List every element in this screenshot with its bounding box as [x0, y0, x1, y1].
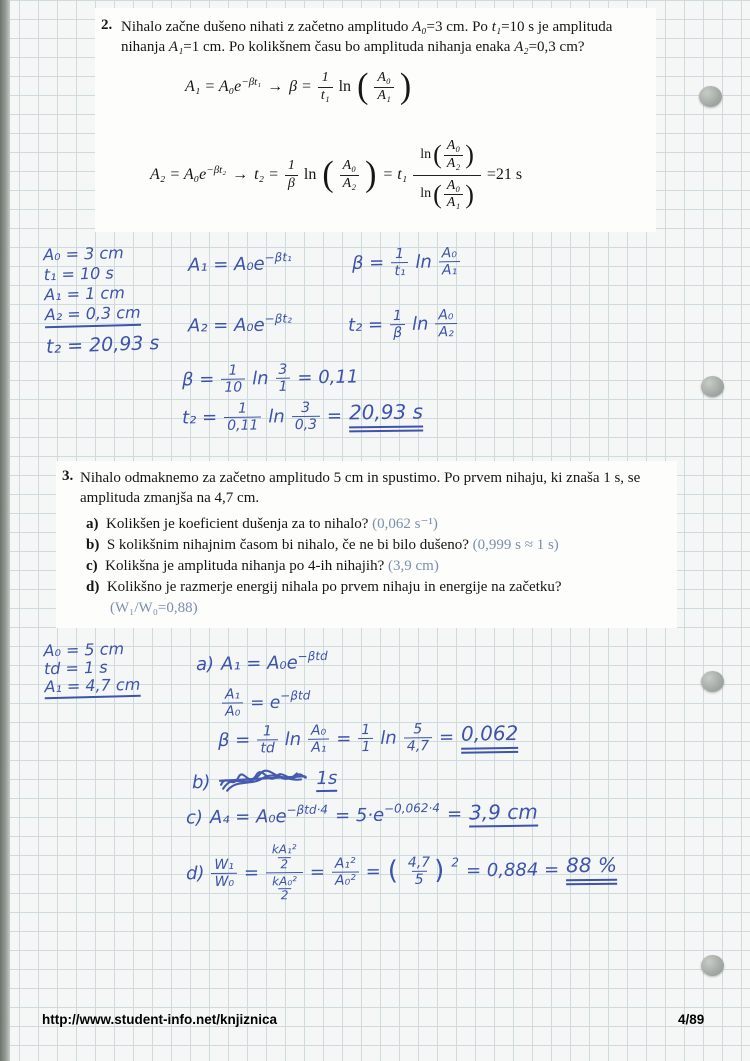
fraction: $\frac{1}{\beta}$: [285, 158, 298, 193]
hw-given-values-2: [43, 243, 141, 328]
hw-t2-calc: t₂ = $\frac{1}{0,11}$ ln $\frac{3}{0,3}$ = 20,93 s: [181, 399, 424, 435]
problem2-number: 2.: [101, 17, 113, 33]
arrow-icon: →: [267, 78, 284, 96]
problem3-text: Nihalo odmaknemo za začetno amplitudo 5 cm in spustimo. Po prvem nihaju, ki znaša 1 s, se amplituda zmanjša na 4,7 cm.: [80, 470, 641, 506]
problem3-number: 3.: [62, 468, 74, 484]
hw-given-line: A₁ = 4,7 cm: [44, 676, 140, 700]
fraction: $\frac{1}{\text{t₁}}$: [318, 70, 333, 105]
hw-t2-value: t₂ = 20,93 s: [45, 332, 160, 358]
hw-eq-beta: β = $\frac{1}{\text{t₁}}$ ln $\frac{\text{A₀}}{\text{A₁}}$: [352, 245, 461, 280]
hw-c-line: c) $A_4 = A_0e^{-\beta td\cdot 4}$ = $5\cdot e^{-0,062\cdot 4}$ = 3,9 cm: [185, 799, 538, 829]
punch-hole: [701, 671, 724, 692]
hw-eq-a2: $A_2 = A_0e^{-\beta t_2}$: [187, 311, 292, 337]
answer-d: (W₁/W₀=0,88): [110, 600, 198, 616]
problem3-item-a: a) Kolikšen je koeficient dušenja za to nihalo? (0,062 s⁻¹): [86, 516, 438, 532]
punch-hole: [699, 86, 722, 107]
answer-a: (0,062 s⁻¹): [372, 516, 438, 532]
hw-result-d: 88 %: [566, 853, 617, 886]
hw-eq-t2: t₂ = $\frac{1}{\beta}$ ln $\frac{\text{A₀}}{\text{A₂}}$: [348, 307, 457, 342]
punch-hole: [701, 376, 724, 397]
hw-a-line2: $\frac{\text{A₁}}{\text{A₀}}$ = $e^{-\beta td}$: [222, 685, 311, 719]
hw-b-line: b) 1s: [192, 767, 338, 796]
scan-edge: [0, 0, 10, 1061]
paren-open: (: [387, 856, 399, 887]
hw-a-line3: β = $\frac{1}{td}$ ln $\frac{\text{A₀}}{\text{A₁}}$ = $\frac{1}{1}$ ln $\frac{5}{4,7}$ = 0,062: [217, 720, 519, 757]
formula-t2: $A_2 = A_0e^{-\beta t_2}$ → t₂ = $\frac{1}{\beta}$ ln ( $\frac{\text{A₀}}{\text{A₂}}$ ) = t₁ ln ( $\frac{\text{A₀}}{\text{A₂}}$ ) ln ( $\frac{\text{A₀}}{\text{A₁}}$ ) =21 s: [150, 136, 522, 214]
big-fraction: ln ( $\frac{\text{A₀}}{\text{A₂}}$ ) ln ( $\frac{\text{A₀}}{\text{A₁}}$ ): [413, 136, 481, 214]
punch-hole: [701, 955, 724, 976]
hw-given-line: A₀ = 5 cm: [43, 639, 125, 661]
problem3-item-c: c) Kolikšna je amplituda nihanja po 4-ih nihajih? (3,9 cm): [86, 558, 439, 574]
problem3-item-b: b) S kolikšnim nihajnim časom bi nihalo, če ne bi bilo dušeno? (0,999 s ≈ 1 s): [86, 537, 559, 553]
arrow-icon: →: [232, 166, 249, 184]
formula-beta: $A_1 = A_0e^{-\beta t_1}$ → β = $\frac{1}{\text{t₁}}$ ln ( $\frac{\text{A₀}}{\text{A₁}}$ ): [185, 67, 412, 107]
hw-result-b: 1s: [316, 768, 337, 792]
hw-given-line: A₀ = 3 cm: [42, 243, 124, 265]
answer-c: (3,9 cm): [388, 558, 439, 574]
hw-beta-calc: β = $\frac{1}{10}$ ln $\frac{3}{1}$ = 0,11: [181, 361, 359, 396]
fraction: $\frac{\text{A₀}}{\text{A₂}}$: [340, 158, 359, 193]
hw-given-line: td = 1 s: [43, 657, 108, 679]
hw-given-line: t₁ = 10 s: [43, 263, 114, 285]
hw-given-line: A₁ = 1 cm: [43, 283, 126, 305]
answer-b: (0,999 s ≈ 1 s): [472, 537, 559, 553]
hw-given-line: A₂ = 0,3 cm: [45, 303, 141, 329]
hw-result-beta: 0,062: [461, 720, 519, 753]
hw-eq-a1: $A_1 = A_0e^{-\beta t_1}$: [187, 250, 292, 276]
fraction: $\frac{\text{A₀}}{\text{A₁}}$: [374, 70, 393, 105]
problem2-text: Nihalo začne dušeno nihati z začetno amplitudo A₀=3 cm. Po t₁=10 s je amplituda nihanja A₁=1 cm. Po kolikšnem času bo amplituda nihanja enaka A₂=0,3 cm?: [121, 19, 613, 55]
problem3-item-d: d) Kolikšno je razmerje energij nihala po prvem nihaju in energije na začetku? (W₁/W₀=0,88): [86, 577, 661, 619]
footer-url: http://www.student-info.net/knjiznica: [42, 1012, 277, 1027]
hw-result-c: 3,9 cm: [469, 800, 538, 828]
paren-close: ): [434, 855, 445, 886]
hw-a-line1: a) $A_1 = A_0e^{-\beta td}$: [195, 648, 328, 676]
nested-fraction: $\frac{\frac{\text{kA₁²}}{2}}{\frac{\text{kA₀²}}{2}}$: [266, 841, 303, 904]
hw-d-line: d) $\frac{\text{W₁}}{\text{W₀}}$ = $\frac{\frac{\text{kA₁²}}{2}}{\frac{\text{kA₀²}}{2}}$ = $\frac{\text{A₁²}}{\text{A₀²}}$ = ( $\frac{4,7}{5}$ ) 2 = 0,884 = 88 %: [185, 842, 618, 903]
problem3-box: [56, 461, 677, 628]
scribble-strikethrough: [217, 767, 309, 795]
hw-result-t2: 20,93 s: [349, 399, 423, 432]
footer-page-number: 4/89: [678, 1012, 705, 1027]
problem2-box: [95, 8, 656, 232]
hw-given-values-3: [43, 640, 140, 699]
